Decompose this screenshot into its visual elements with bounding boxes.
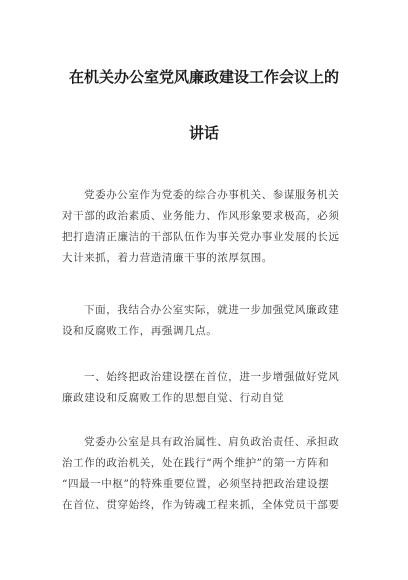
document-title-line-1: 在机关办公室党风廉政建设工作会议上的 xyxy=(68,68,339,86)
paragraph-line: 把打造清正廉洁的干部队伍作为事关党办事业发展的长远 xyxy=(62,231,340,243)
paragraph-line: 在首位、贯穿始终，作为铸魂工程来抓，全体党员干部要 xyxy=(62,499,340,511)
paragraph-line: 设和反腐败工作，再强调几点。 xyxy=(62,325,218,337)
section-heading-line: 一、始终把政治建设摆在首位，进一步增强做好党风 xyxy=(84,371,340,383)
paragraph-line: “四最一中枢”的特殊重要位置，必须坚持把政治建设摆 xyxy=(62,478,330,490)
section-heading-line: 廉政建设和反腐败工作的思想自觉、行动自觉 xyxy=(62,392,284,404)
document-title-line-2: 讲话 xyxy=(188,124,219,142)
paragraph-line: 大计来抓，着力营造清廉干事的浓厚氛围。 xyxy=(62,252,273,264)
paragraph-line: 党委办公室作为党委的综合办事机关、参谋服务机关 xyxy=(84,189,340,201)
paragraph-3 xyxy=(62,432,360,516)
paragraph-2 xyxy=(62,300,360,342)
paragraph-line: 对干部的政治素质、业务能力、作风形象要求极高，必须 xyxy=(62,210,340,222)
paragraph-line: 党委办公室是具有政治属性、肩负政治责任、承担政 xyxy=(84,436,340,448)
paragraph-line: 下面，我结合办公室实际，就进一步加强党风廉政建 xyxy=(84,304,340,316)
paragraph-1 xyxy=(62,185,360,269)
paragraph-line: 治工作的政治机关，处在践行“两个维护”的第一方阵和 xyxy=(62,457,330,469)
section-heading-1 xyxy=(62,367,360,409)
